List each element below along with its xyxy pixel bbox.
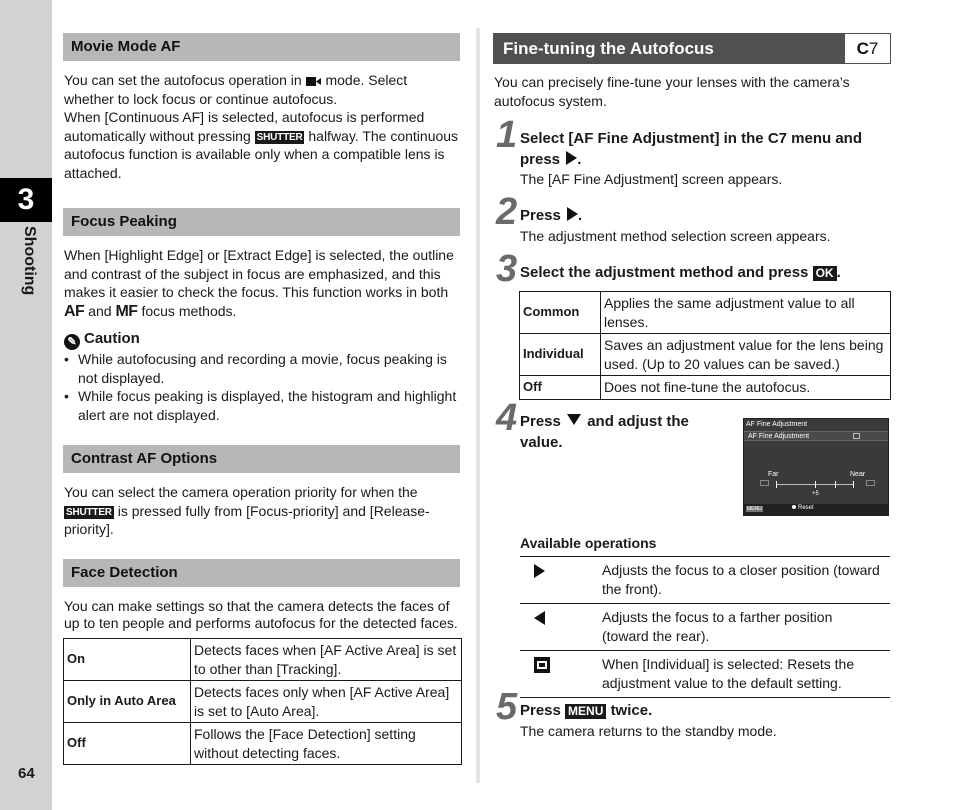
table-key: Off [520, 376, 601, 400]
step-title: Press and adjust the value. [520, 413, 689, 451]
shutter-button-icon: SHUTTER [256, 131, 303, 143]
table-row [520, 604, 890, 651]
near-label: Near [850, 471, 866, 478]
table-row [520, 376, 891, 400]
table-value: Follows the [Face Detection] setting without detecting faces. [191, 723, 462, 765]
adjustment-method-table [519, 291, 891, 400]
scale-tick [776, 481, 777, 488]
operations-table [520, 556, 890, 698]
scale-marker [835, 481, 836, 488]
step-title: Press MENU twice. [520, 702, 653, 719]
table-key: Individual [520, 334, 601, 376]
step-description: The [AF Fine Adjustment] screen appears. [520, 171, 783, 187]
table-key [520, 651, 602, 698]
table-key: Common [520, 292, 601, 334]
table-value: Detects faces only when [AF Active Area] is set to [Auto Area]. [191, 681, 462, 723]
scale-tick [853, 481, 854, 488]
table-row [64, 681, 462, 723]
step-description: The camera returns to the standby mode. [520, 723, 777, 739]
section-title-movie-af: Movie Mode AF [63, 33, 460, 61]
near-icon [866, 480, 875, 486]
chapter-number: 3 [0, 178, 52, 222]
table-key: Off [64, 723, 191, 765]
left-arrow-icon [534, 611, 546, 625]
menu-button-icon: MENU [565, 704, 606, 719]
available-operations-title: Available operations [520, 535, 657, 551]
right-arrow-icon [567, 207, 578, 221]
screen-selected-row: AF Fine Adjustment [744, 431, 888, 441]
chapter-label-text: Shooting [21, 226, 38, 296]
contrast-af-text: You can select the camera operation priority for when the SHUTTER is pressed fully from [Focus-priority] and [Release- priority]. [64, 484, 430, 537]
far-icon [760, 480, 769, 486]
step-number: 1 [496, 114, 518, 156]
face-detection-text: You can make settings so that the camera detects the faces of up to ten people and performs autofocus for the detected faces. [64, 598, 458, 631]
shutter-button-icon: SHUTTER [66, 506, 112, 518]
table-value: Detects faces when [AF Active Area] is set to other than [Tracking]. [191, 639, 462, 681]
screen-footer [744, 504, 888, 515]
chapter-sidebar [0, 0, 52, 810]
step-number: 2 [496, 191, 518, 233]
right-arrow-icon [566, 151, 577, 165]
table-value: Adjusts the focus to a closer position (toward the front). [602, 557, 890, 604]
delete-button-icon [534, 657, 550, 673]
table-row [520, 334, 891, 376]
custom-menu-badge: C7 [844, 34, 890, 63]
page-number: 64 [18, 765, 35, 782]
ok-button-icon: OK [813, 266, 837, 281]
right-arrow-icon [534, 564, 546, 578]
menu-key-icon: MENU [747, 506, 762, 512]
section-title-face-detection: Face Detection [63, 559, 460, 587]
table-value: Does not fine-tune the autofocus. [601, 376, 891, 400]
table-key [520, 604, 602, 651]
table-row [520, 292, 891, 334]
down-arrow-icon [567, 414, 581, 425]
column-divider [476, 28, 480, 783]
af-icon: AF [64, 302, 85, 320]
caution-list [64, 350, 464, 424]
adjustment-value: +5 [812, 491, 819, 497]
camera-screen-preview [743, 418, 889, 516]
caution-icon: ✎ [64, 334, 80, 350]
step-title: Press . [520, 207, 583, 224]
table-value: Saves an adjustment value for the lens being used. (Up to 20 values can be saved.) [601, 334, 891, 376]
scale-tick [815, 481, 816, 488]
face-detection-table [63, 638, 462, 765]
table-key: Only in Auto Area [64, 681, 191, 723]
table-value: When [Individual] is selected: Resets the adjustment value to the default setting. [602, 651, 890, 698]
step-description: The adjustment method selection screen appears. [520, 228, 831, 244]
section-title-fine-tuning: Fine-tuning the Autofocus C7 [493, 33, 891, 64]
list-item: • While focus peaking is displayed, the histogram and highlight alert are not displayed. [64, 387, 464, 424]
step-title: Select [AF Fine Adjustment] in the C7 menu and press . [520, 130, 863, 168]
table-row [520, 557, 890, 604]
table-row [64, 639, 462, 681]
far-label: Far [768, 471, 779, 478]
caution-heading: ✎ Caution [64, 330, 140, 350]
step-number: 5 [496, 686, 518, 728]
list-item: • While autofocusing and recording a movie, focus peaking is not displayed. [64, 350, 464, 387]
mf-icon: MF [115, 302, 138, 320]
step-number: 3 [496, 248, 518, 290]
table-row [64, 723, 462, 765]
fine-tuning-intro: You can precisely fine-tune your lenses with the camera’s autofocus system. [494, 74, 850, 109]
reset-label: Reset [792, 505, 814, 511]
step-title: Select the adjustment method and press OK . [520, 264, 841, 281]
adjustment-scale [776, 484, 854, 485]
focus-peaking-text: When [Highlight Edge] or [Extract Edge] is selected, the outline and contrast of the subject in focus are emphasized, and this makes it easier to check the focus. This function works in both AF and MF focus methods. [64, 247, 454, 320]
table-key [520, 557, 602, 604]
chapter-label [16, 226, 36, 316]
section-title-contrast-af: Contrast AF Options [63, 445, 460, 473]
lens-icon [853, 433, 860, 439]
step-number: 4 [496, 397, 518, 439]
screen-title: AF Fine Adjustment [746, 421, 808, 428]
table-key: On [64, 639, 191, 681]
section-title-focus-peaking: Focus Peaking [63, 208, 460, 236]
movie-mode-icon [306, 75, 322, 87]
movie-af-text: You can set the autofocus operation in mode. Select whether to lock focus or continue autofocus. When [Continuous AF] is selected, autofocus is performed automatically without pressing SHUTTER halfway. The continuous autofocus function is available only when a compatible lens is attached. [64, 72, 459, 181]
table-value: Applies the same adjustment value to all lenses. [601, 292, 891, 334]
table-row [520, 651, 890, 698]
table-value: Adjusts the focus to a farther position (toward the rear). [602, 604, 890, 651]
